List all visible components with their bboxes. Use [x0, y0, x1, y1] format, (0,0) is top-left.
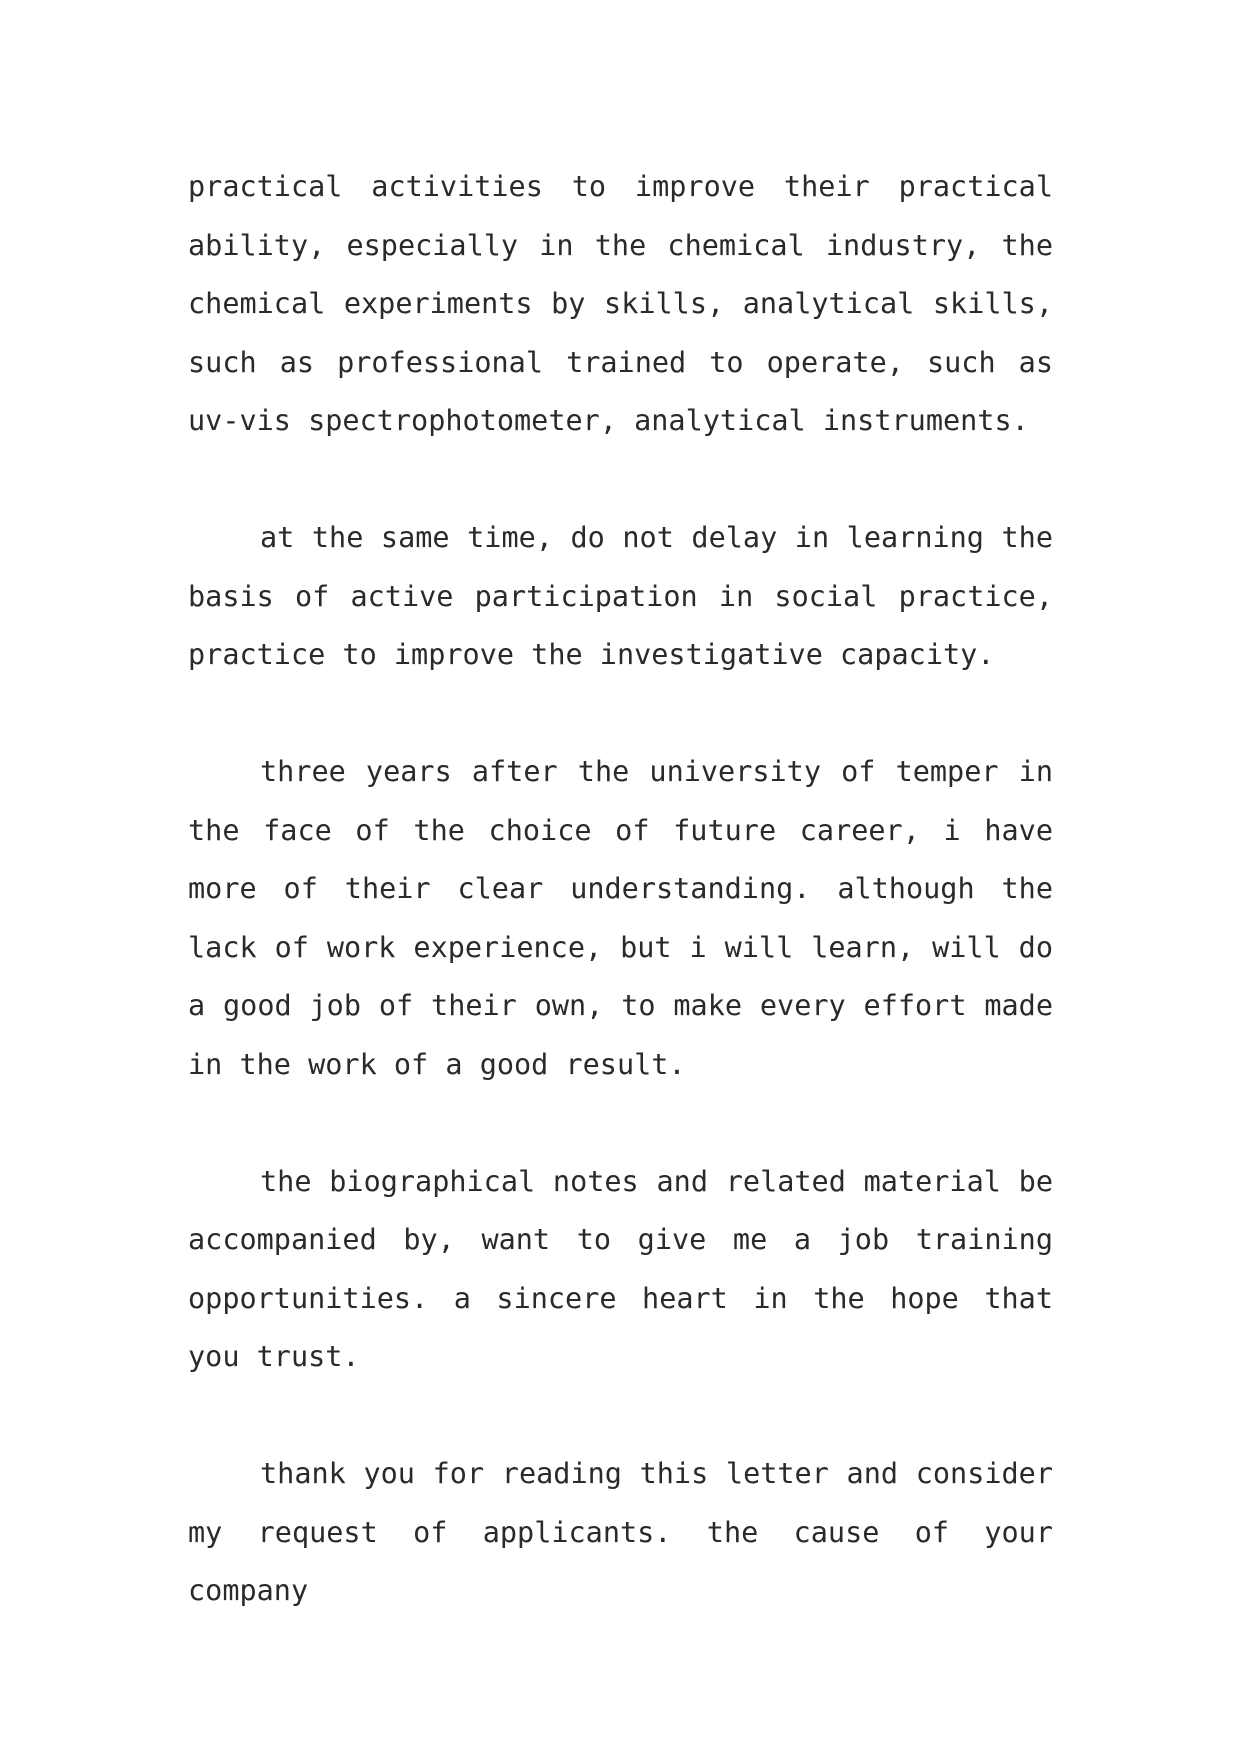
paragraph-career-choice: three years after the university of temper in the face of the choice of future career, i have more of their clear understanding. although the lack of work experience, but i will learn, will do a good job of their own, to make every effort made in the work of a good result.	[188, 755, 1053, 1081]
paragraph-thank-you: thank you for reading this letter and consider my request of applicants. the cause of your company	[188, 1457, 1053, 1607]
paragraph-practical-activities: practical activities to improve their practical ability, especially in the chemical industry, the chemical experiments by skills, analytical skills, such as professional trained to operate, such as uv-vis spectrophotometer, analytical instruments.	[188, 170, 1053, 437]
paragraph-social-practice: at the same time, do not delay in learning the basis of active participation in social practice, practice to improve the investigative capacity.	[188, 521, 1053, 671]
letter-body	[188, 158, 1053, 1621]
paragraph-job-training: the biographical notes and related material be accompanied by, want to give me a job training opportunities. a sincere heart in the hope that you trust.	[188, 1164, 1053, 1373]
